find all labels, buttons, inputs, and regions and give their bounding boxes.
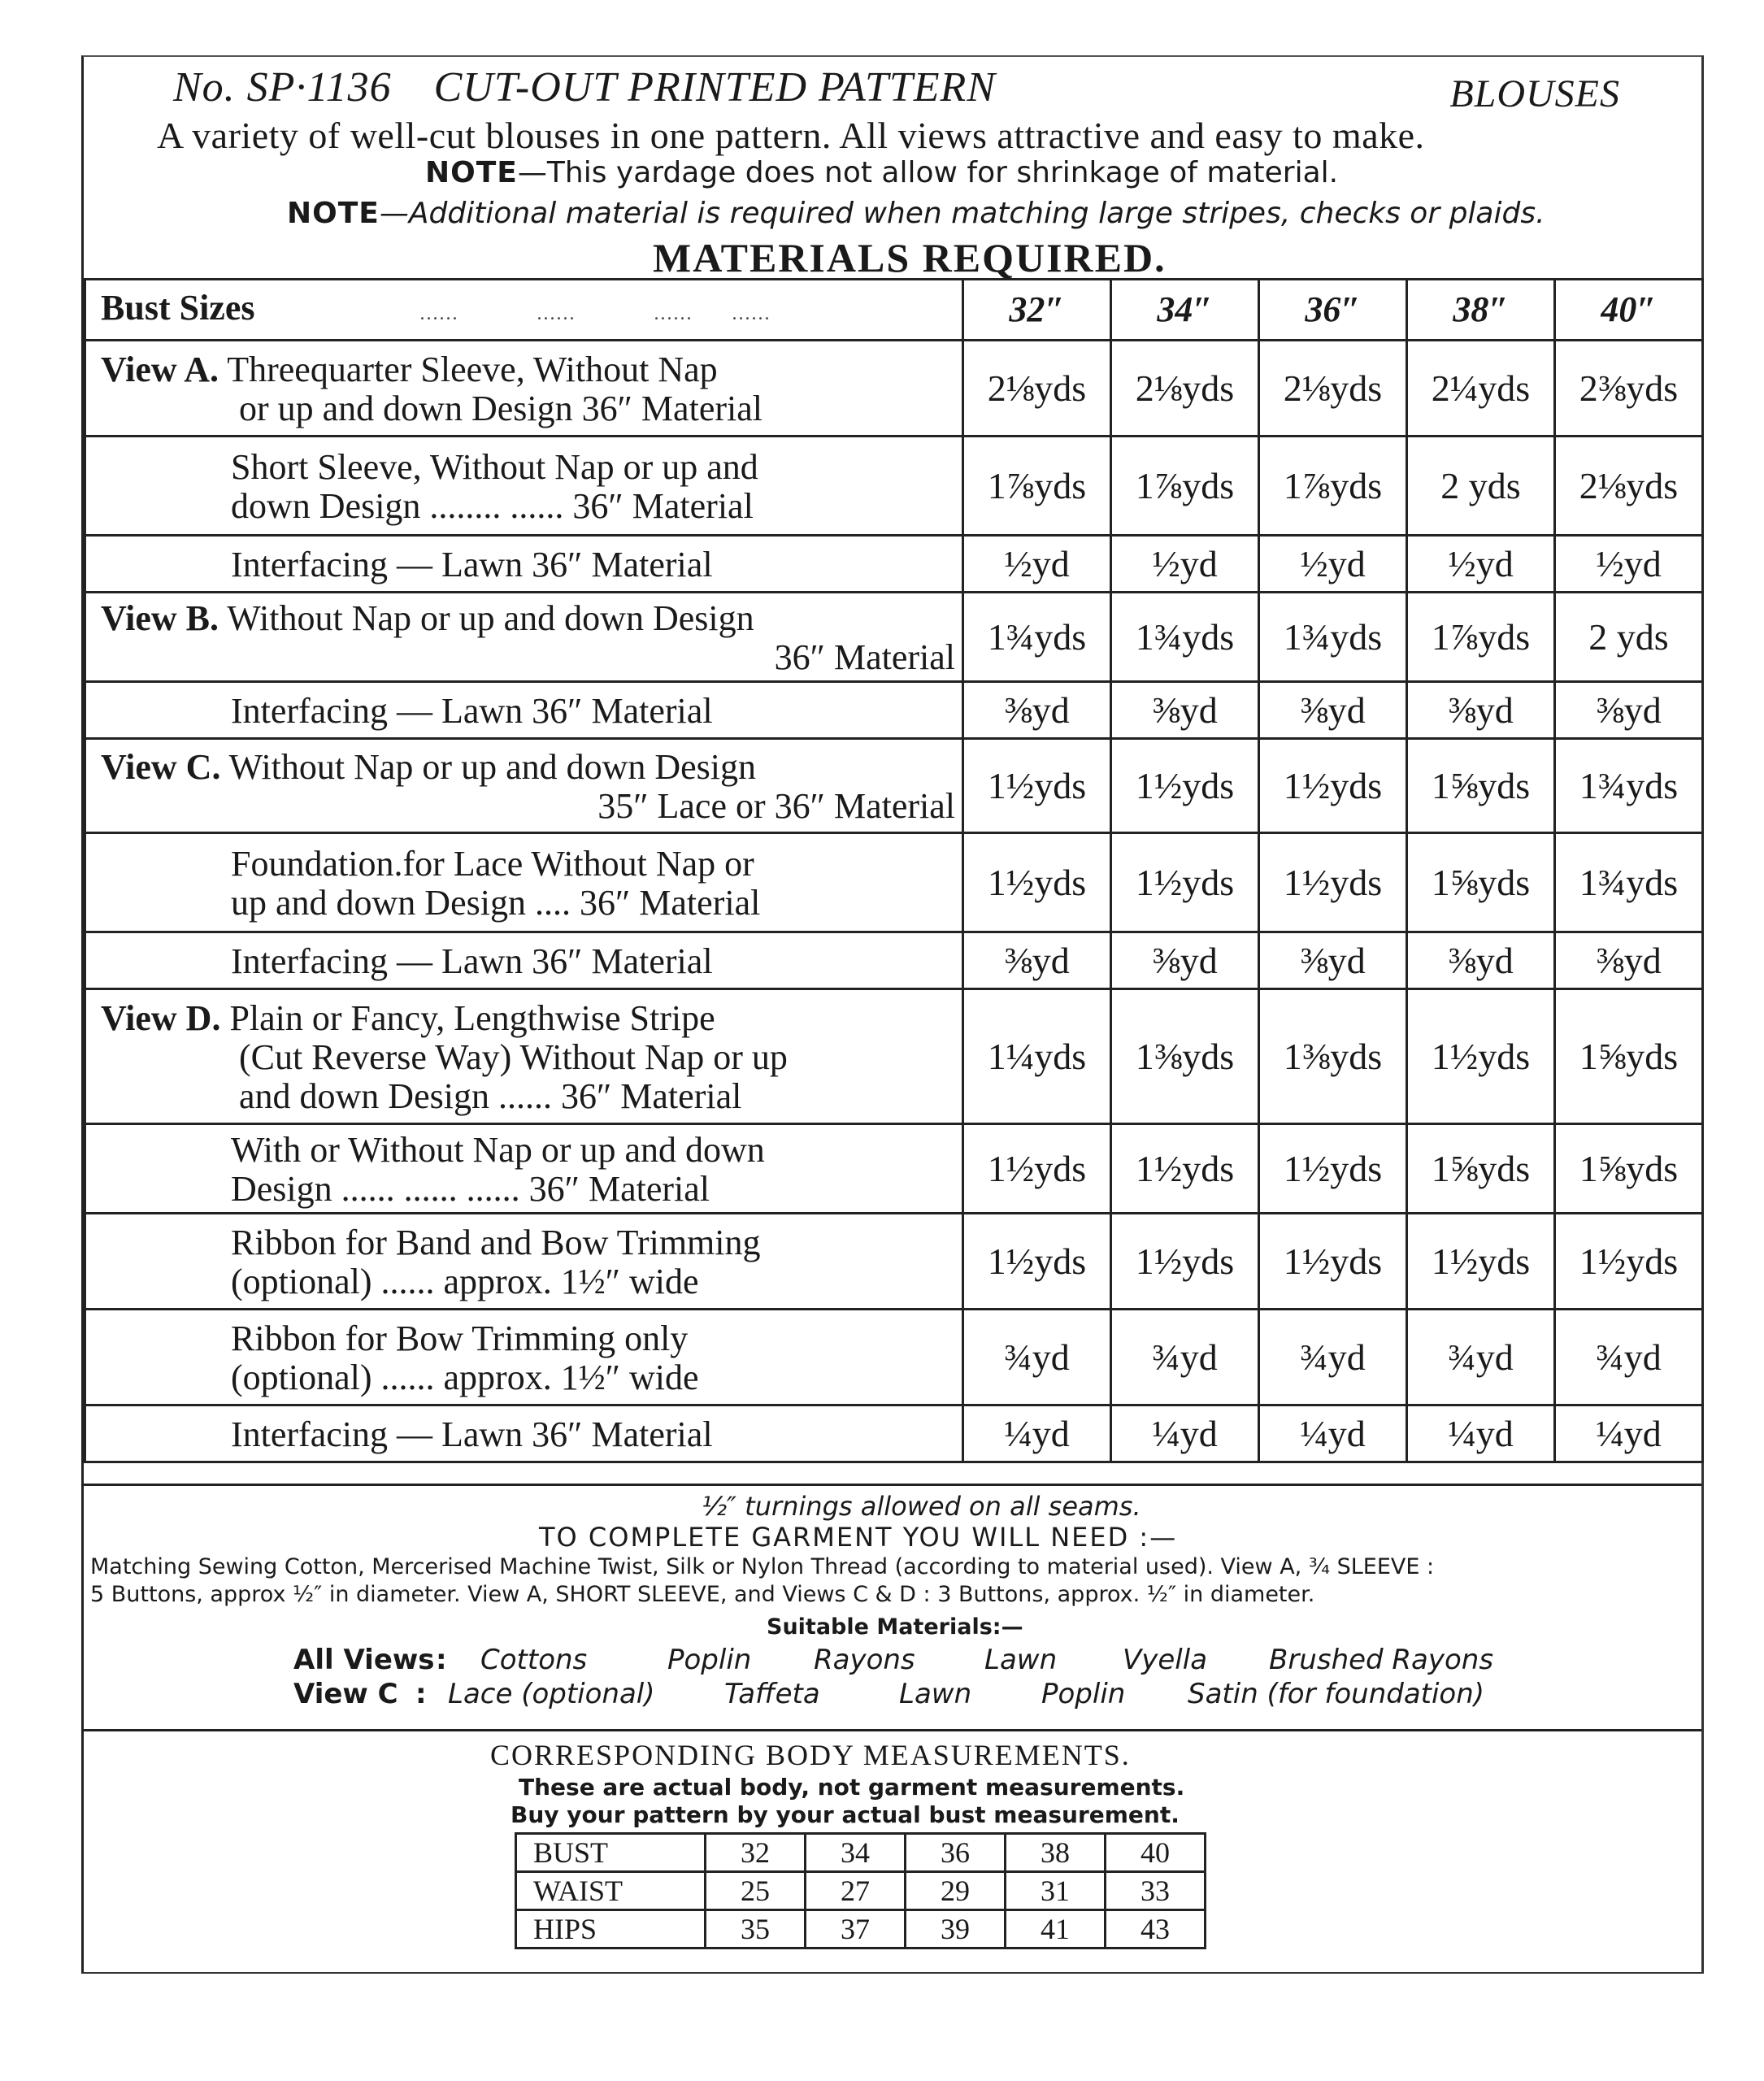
materials-table [84,278,1704,1463]
yardage-cell: 1¾yds [1259,593,1407,682]
table-row [85,989,1703,1124]
table-header-row [85,280,1703,341]
yardage-cell: ¾yd [1111,1310,1259,1405]
yardage-cell: ⅜yd [1555,932,1703,989]
all-views-materials: All Views : Cottons Poplin Rayons Lawn Vyella Brushed Rayons [293,1644,1494,1676]
row-description-line: Plain or Fancy, Lengthwise Stripe [229,997,715,1038]
yardage-cell: 1⅝yds [1407,1124,1555,1214]
materials-title: MATERIALS REQUIRED. [653,235,1167,280]
size-header: 34″ [1111,280,1259,341]
requirements-line-2: 5 Buttons, approx ½″ in diameter. View A, SHORT SLEEVE, and Views C & D : 3 Buttons, approx. ½″ in diameter. [90,1582,1315,1607]
yardage-cell: 1⅞yds [1407,593,1555,682]
pattern-number: No. SP·1136 [173,64,392,111]
yardage-cell: 2⅜yds [1555,341,1703,437]
measurement-value: 27 [806,1872,906,1910]
row-description-line: Interfacing — Lawn 36″ Material [231,941,713,981]
yardage-cell: ⅜yd [1111,682,1259,739]
row-description [85,1310,963,1405]
yardage-cell: ½yd [1259,536,1407,593]
row-description-line: up and down Design .... 36″ Material [231,882,761,923]
note-matching: NOTE—Additional material is required when matching large stripes, checks or plaids. [287,197,1545,230]
row-description [85,932,963,989]
material-item: Lawn [899,1678,972,1710]
yardage-cell: 1⅝yds [1555,989,1703,1124]
yardage-cell: 1⅜yds [1111,989,1259,1124]
yardage-cell: 1½yds [963,833,1111,932]
yardage-cell: 1½yds [1111,1124,1259,1214]
table-row [85,341,1703,437]
yardage-cell: 1½yds [1407,989,1555,1124]
row-description-line: With or Without Nap or up and down [231,1129,765,1170]
measurement-row [516,1834,1206,1872]
yardage-cell: ¼yd [1555,1405,1703,1462]
suitable-materials-title: Suitable Materials:— [767,1614,1023,1640]
measurement-row [516,1872,1206,1910]
view-label: View B. [101,597,219,638]
row-description [85,739,963,833]
yardage-cell: 1½yds [963,739,1111,833]
yardage-cell: 2 yds [1407,437,1555,536]
view-c-materials: View C : Lace (optional) Taffeta Lawn Poplin Satin (for foundation) [293,1678,1485,1710]
table-row [85,1214,1703,1310]
row-description [85,437,963,536]
measurement-label: HIPS [516,1910,706,1948]
body-measurements-table [515,1832,1206,1949]
pattern-heading [173,63,996,111]
material-item: Rayons [814,1644,915,1676]
yardage-cell: ¾yd [963,1310,1111,1405]
measurement-value: 38 [1006,1834,1106,1872]
yardage-cell: ½yd [1111,536,1259,593]
yardage-cell: 1½yds [1111,1214,1259,1310]
yardage-cell: 1½yds [1259,833,1407,932]
body-measurements-title: CORRESPONDING BODY MEASUREMENTS. [490,1739,1131,1771]
yardage-cell: 1⅞yds [1111,437,1259,536]
garment-notes [84,1484,1701,1727]
material-item: Brushed Rayons [1269,1644,1494,1676]
row-description-line: Ribbon for Band and Bow Trimming [231,1222,761,1262]
yardage-cell: 1½yds [1407,1214,1555,1310]
yardage-cell: ⅜yd [1555,682,1703,739]
row-description-line: Without Nap or up and down Design [228,746,757,787]
row-description-line: and down Design ...... 36″ Material [239,1075,742,1116]
row-description-line: or up and down Design 36″ Material [239,388,763,428]
yardage-cell: ⅜yd [1407,932,1555,989]
measurement-value: 39 [906,1910,1006,1948]
row-description-line: Design ...... ...... ...... 36″ Material [231,1168,710,1209]
row-description-line: Threequarter Sleeve, Without Nap [227,349,718,389]
yardage-cell: 2¼yds [1407,341,1555,437]
measurement-value: 35 [706,1910,806,1948]
view-label: View C. [101,746,221,787]
material-item: Lawn [984,1644,1058,1676]
row-description [85,593,963,682]
yardage-cell: ¼yd [1111,1405,1259,1462]
row-description [85,989,963,1124]
yardage-cell: 2⅛yds [1111,341,1259,437]
view-label: View D. [101,997,221,1038]
pattern-sheet [81,55,1704,1974]
measurement-value: 40 [1106,1834,1206,1872]
all-views-label: All Views [293,1644,435,1676]
yardage-cell: 2 yds [1555,593,1703,682]
table-row [85,739,1703,833]
yardage-cell: ½yd [1407,536,1555,593]
row-description-line: 35″ Lace or 36″ Material [597,785,955,826]
row-description [85,1405,963,1462]
table-row [85,437,1703,536]
table-row [85,593,1703,682]
yardage-cell: 2⅛yds [963,341,1111,437]
measurement-label: WAIST [516,1872,706,1910]
yardage-cell: ⅜yd [1111,932,1259,989]
yardage-cell: ⅜yd [1407,682,1555,739]
row-description-line: Short Sleeve, Without Nap or up and [231,446,758,487]
view-label: View A. [101,349,219,389]
yardage-cell: 2⅛yds [1555,437,1703,536]
yardage-cell: ¼yd [1259,1405,1407,1462]
size-header: 38″ [1407,280,1555,341]
measurement-label: BUST [516,1834,706,1872]
measurement-value: 29 [906,1872,1006,1910]
row-description [85,833,963,932]
yardage-cell: 1½yds [963,1214,1111,1310]
table-row [85,1405,1703,1462]
yardage-cell: 1¾yds [1555,833,1703,932]
to-complete-heading: TO COMPLETE GARMENT YOU WILL NEED :— [539,1522,1178,1553]
yardage-cell: ½yd [1555,536,1703,593]
table-row [85,682,1703,739]
table-row [85,1310,1703,1405]
turnings-note: ½″ turnings allowed on all seams. [702,1491,1141,1522]
yardage-cell: 1¾yds [963,593,1111,682]
table-row [85,536,1703,593]
measurement-value: 36 [906,1834,1006,1872]
row-description-line: Ribbon for Bow Trimming only [231,1318,689,1358]
yardage-cell: ¾yd [1555,1310,1703,1405]
measurement-value: 34 [806,1834,906,1872]
yardage-cell: 1½yds [1259,1124,1407,1214]
measurement-value: 32 [706,1834,806,1872]
view-c-label: View C [293,1678,398,1710]
yardage-cell: 1⅞yds [1259,437,1407,536]
row-description [85,536,963,593]
body-measurements-note-1: These are actual body, not garment measurements. [519,1774,1185,1801]
row-description-line: (optional) ...... approx. 1½″ wide [231,1357,699,1397]
yardage-cell: ⅜yd [963,682,1111,739]
material-item: Poplin [667,1644,752,1676]
row-description-line: 36″ Material [774,636,955,677]
material-item: Taffeta [724,1678,820,1710]
yardage-cell: 1⅝yds [1407,739,1555,833]
note-shrinkage: NOTE—This yardage does not allow for shrinkage of material. [425,156,1339,189]
body-measurements-note-2: Buy your pattern by your actual bust measurement. [511,1801,1180,1828]
row-description-line: Without Nap or up and down Design [227,597,754,638]
row-description-line: (Cut Reverse Way) Without Nap or up [239,1036,788,1077]
material-item: Vyella [1123,1644,1208,1676]
size-header: 32″ [963,280,1111,341]
measurement-value: 41 [1006,1910,1106,1948]
yardage-cell: 1½yds [1259,1214,1407,1310]
requirements-line-1: Matching Sewing Cotton, Mercerised Machine Twist, Silk or Nylon Thread (according to material used). View A, ¾ SLEEVE : [90,1554,1435,1579]
yardage-cell: 1½yds [963,1124,1111,1214]
yardage-cell: ¼yd [963,1405,1111,1462]
yardage-cell: 1⅝yds [1407,833,1555,932]
size-header: 36″ [1259,280,1407,341]
row-description [85,1214,963,1310]
row-description [85,1124,963,1214]
row-description [85,341,963,437]
size-header: 40″ [1555,280,1703,341]
measurement-value: 31 [1006,1872,1106,1910]
material-item: Lace (optional) [448,1678,655,1710]
row-description-line: Interfacing — Lawn 36″ Material [231,690,713,731]
measurement-value: 37 [806,1910,906,1948]
yardage-cell: ¾yd [1407,1310,1555,1405]
material-item: Poplin [1041,1678,1126,1710]
yardage-cell: 2⅛yds [1259,341,1407,437]
yardage-cell: ½yd [963,536,1111,593]
measurement-value: 33 [1106,1872,1206,1910]
yardage-cell: ⅜yd [963,932,1111,989]
row-description-line: down Design ........ ...... 36″ Material [231,485,754,526]
yardage-cell: 1½yds [1111,739,1259,833]
row-description-line: Interfacing — Lawn 36″ Material [231,544,713,584]
yardage-cell: 1⅜yds [1259,989,1407,1124]
row-description-line: (optional) ...... approx. 1½″ wide [231,1261,699,1301]
yardage-cell: 1½yds [1555,1214,1703,1310]
yardage-cell: 1½yds [1111,833,1259,932]
yardage-cell: 1¾yds [1555,739,1703,833]
yardage-cell: ¼yd [1407,1405,1555,1462]
measurement-row [516,1910,1206,1948]
yardage-cell: ⅜yd [1259,932,1407,989]
yardage-cell: 1¼yds [963,989,1111,1124]
material-item: Cottons [480,1644,588,1676]
table-row [85,833,1703,932]
table-row [85,932,1703,989]
body-measurements-section [84,1729,1701,1974]
row-description-line: Interfacing — Lawn 36″ Material [231,1414,713,1454]
yardage-cell: 1½yds [1259,739,1407,833]
yardage-cell: 1⅝yds [1555,1124,1703,1214]
yardage-cell: 1¾yds [1111,593,1259,682]
row-description [85,682,963,739]
intro-text: A variety of well-cut blouses in one pattern. All views attractive and easy to make. [157,115,1425,156]
category-title: BLOUSES [1449,72,1620,115]
bust-sizes-label: Bust Sizes ...... ...... ...... ...... [85,280,963,341]
yardage-cell: 1⅞yds [963,437,1111,536]
pattern-type: CUT-OUT PRINTED PATTERN [433,64,997,111]
table-row [85,1124,1703,1214]
measurement-value: 25 [706,1872,806,1910]
measurement-value: 43 [1106,1910,1206,1948]
yardage-cell: ⅜yd [1259,682,1407,739]
material-item: Satin (for foundation) [1188,1678,1485,1710]
row-description-line: Foundation.for Lace Without Nap or [231,843,754,884]
yardage-cell: ¾yd [1259,1310,1407,1405]
